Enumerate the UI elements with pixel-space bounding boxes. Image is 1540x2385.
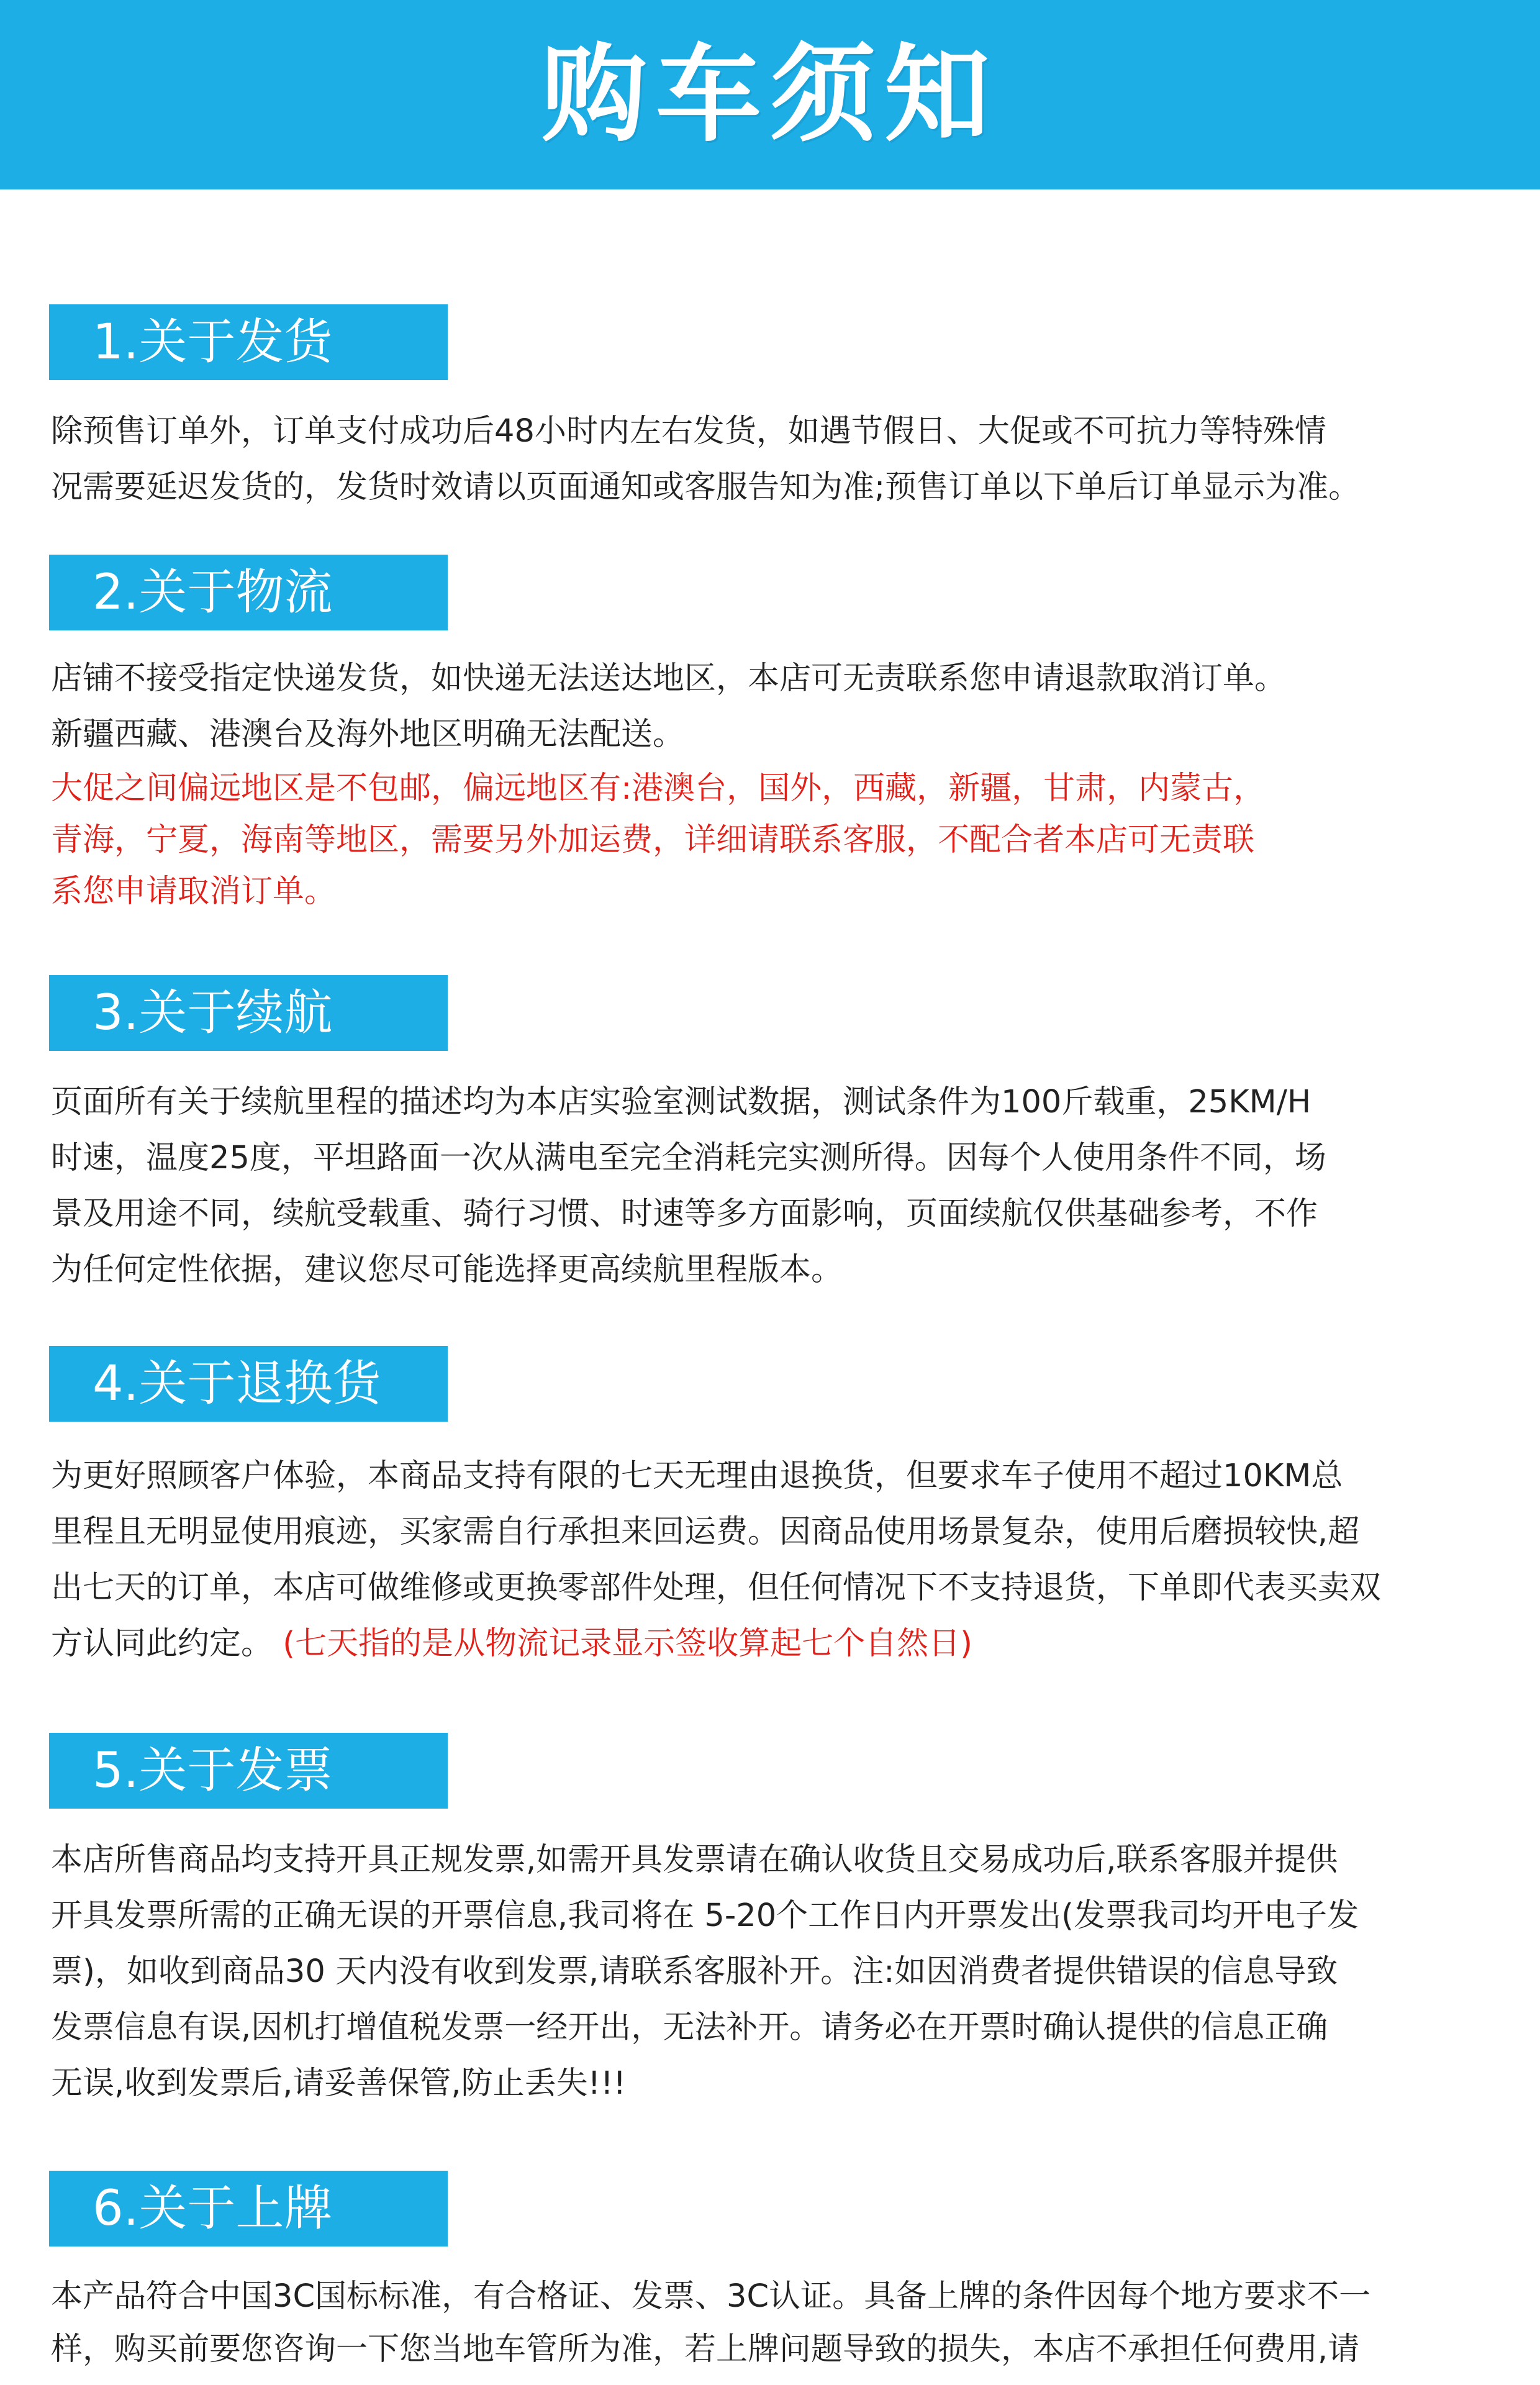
text-line: 为任何定性依据，建议您尽可能选择更高续航里程版本。 bbox=[51, 1252, 843, 1288]
text-line: 新疆西藏、港澳台及海外地区明确无法配送。 bbox=[51, 716, 685, 753]
section-heading: 1.关于发货 bbox=[49, 304, 448, 380]
text-line: 无误,收到发票后,请妥善保管,防止丢失!!! bbox=[51, 2065, 626, 2102]
text-fragment: 方认同此约定。 bbox=[51, 1625, 273, 1662]
warning-note: (七天指的是从物流记录显示签收算起七个自然日) bbox=[283, 1625, 973, 1662]
text-line: 里程且无明显使用痕迹，买家需自行承担来回运费。因商品使用场景复杂，使用后磨损较快,超 bbox=[51, 1514, 1360, 1550]
text-line: 页面所有关于续航里程的描述均为本店实验室测试数据，测试条件为100斤载重，25KM/H bbox=[51, 1084, 1311, 1120]
section-body bbox=[51, 1832, 1504, 2112]
section-heading: 6.关于上牌 bbox=[49, 2171, 448, 2246]
warning-line: 大促之间偏远地区是不包邮，偏远地区有:港澳台，国外，西藏，新疆，甘肃，内蒙古， bbox=[51, 770, 1266, 807]
text-line: 开具发票所需的正确无误的开票信息,我司将在 5-20个工作日内开票发出(发票我司均开电子发 bbox=[51, 1897, 1359, 1934]
warning-line: 青海，宁夏，海南等地区，需要另外加运费，详细请联系客服，不配合者本店可无责联 bbox=[51, 822, 1255, 858]
warning-line: 系您申请取消订单。 bbox=[51, 873, 337, 910]
section-body bbox=[51, 404, 1504, 516]
text-line: 样，购买前要您咨询一下您当地车管所为准，若上牌问题导致的损失，本店不承担任何费用,请 bbox=[51, 2331, 1360, 2368]
text-line: 本产品符合中国3C国标标准，有合格证、发票、3C认证。具备上牌的条件因每个地方要求不一 bbox=[51, 2278, 1371, 2315]
text-line: 店铺不接受指定快递发货，如快递无法送达地区，本店可无责联系您申请退款取消订单。 bbox=[51, 660, 1287, 697]
text-line bbox=[51, 1616, 1504, 1672]
section-heading: 2.关于物流 bbox=[49, 555, 448, 630]
text-line: 票)，如收到商品30 天内没有收到发票,请联系客服补开。注:如因消费者提供错误的信息导致 bbox=[51, 1953, 1338, 1990]
text-line: 景及用途不同，续航受载重、骑行习惯、时速等多方面影响，页面续航仅供基础参考，不作 bbox=[51, 1196, 1318, 1232]
section-body bbox=[51, 2270, 1504, 2376]
text-line: 时速，温度25度，平坦路面一次从满电至完全消耗完实测所得。因每个人使用条件不同，场 bbox=[51, 1140, 1326, 1176]
text-line: 出七天的订单，本店可做维修或更换零部件处理，但任何情况下不支持退货，下单即代表买卖双 bbox=[51, 1570, 1382, 1606]
section-heading: 5.关于发票 bbox=[49, 1733, 448, 1809]
section-heading: 3.关于续航 bbox=[49, 975, 448, 1051]
text-line: 本店所售商品均支持开具正规发票,如需开具发票请在确认收货且交易成功后,联系客服并提供 bbox=[51, 1842, 1338, 1878]
section-body bbox=[51, 1074, 1504, 1298]
section-body bbox=[51, 651, 1504, 917]
page-title: 购车须知 bbox=[541, 33, 999, 157]
header-banner bbox=[0, 0, 1540, 189]
text-line: 除预售订单外，订单支付成功后48小时内左右发货，如遇节假日、大促或不可抗力等特殊情 bbox=[51, 413, 1326, 450]
text-line: 为更好照顾客户体验，本商品支持有限的七天无理由退换货，但要求车子使用不超过10KM总 bbox=[51, 1458, 1343, 1494]
text-line: 发票信息有误,因机打增值税发票一经开出，无法补开。请务必在开票时确认提供的信息正确 bbox=[51, 2009, 1328, 2046]
section-body bbox=[51, 1448, 1504, 1672]
text-line: 况需要延迟发货的，发货时效请以页面通知或客服告知为准;预售订单以下单后订单显示为准。 bbox=[51, 469, 1361, 506]
section-heading: 4.关于退换货 bbox=[49, 1346, 448, 1422]
